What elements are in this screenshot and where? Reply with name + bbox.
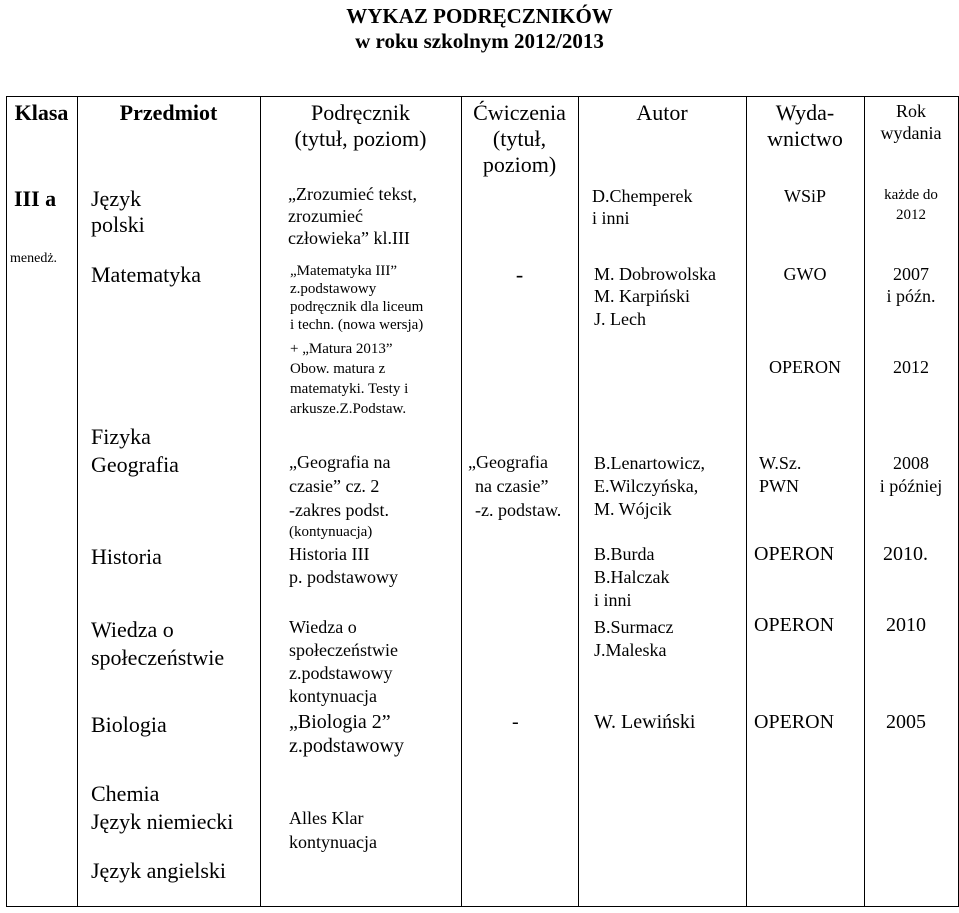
year: każde do [884,187,938,203]
publisher: OPERON [768,357,841,377]
textbook-title: kontynuacja [289,686,377,706]
author: i inni [594,590,632,610]
exercises-title: na czasie” [475,476,549,496]
year: 2007 [893,264,929,284]
subject-name: Matematyka [91,262,201,287]
textbook-title: społeczeństwie [289,640,398,660]
subject-name: społeczeństwie [91,645,225,670]
author: J. Lech [594,309,646,329]
author: B.Lenartowicz, [594,453,705,473]
textbook-title: „Geografia na [289,452,391,472]
class-profile: menedż. [10,251,58,266]
textbook-title: podręcznik dla liceum [290,299,424,315]
header-rok: Rok [895,101,926,121]
subject-name: polski [91,212,145,237]
textbook-title: „Matematyka III” [290,263,398,279]
subject-name: Geografia [91,452,179,477]
year: 2012 [896,207,926,223]
textbook-title: Obow. matura z [290,361,386,377]
exercises-title: „Geografia [468,452,548,472]
year: 2008 [893,453,929,473]
textbook-title: człowieka” kl.III [288,228,410,248]
header-klasa: Klasa [14,100,69,125]
exercises-none: - [515,262,524,287]
textbook-title: z.podstawowy [290,281,377,297]
author: E.Wilczyńska, [594,476,699,496]
exercises-title: -z. podstaw. [475,500,562,520]
subject-name: Język niemiecki [91,809,234,834]
textbook-title: czasie” cz. 2 [289,476,380,496]
year: i późn. [886,286,936,306]
subject-name: Wiedza o [91,617,174,642]
author: B.Burda [594,544,655,564]
header-cwiczenia-sub1: (tytuł, [492,126,547,151]
header-cwiczenia-sub2: poziom) [482,152,557,177]
textbook-title: arkusze.Z.Podstaw. [290,401,407,417]
author: B.Surmacz [594,617,674,637]
header-wydawnictwo: Wyda- [775,100,835,125]
textbook-title: p. podstawowy [289,567,398,587]
author: W. Lewiński [594,711,696,733]
textbook-title: z.podstawowy [289,663,393,683]
subject-name: Język angielski [91,858,227,883]
subject-name: Fizyka [91,424,151,449]
author: B.Halczak [594,567,670,587]
textbook-title: Alles Klar [289,808,364,828]
author: i inni [592,208,630,228]
publisher: PWN [759,476,799,496]
publisher: OPERON [754,614,835,636]
header-podrecznik: Podręcznik [311,100,410,125]
class-name: III a [14,186,57,211]
header-rok-sub: wydania [880,123,942,143]
publisher: GWO [783,264,827,284]
textbook-title: „Biologia 2” [289,711,391,733]
textbook-title: matematyki. Testy i [290,381,409,397]
year: 2010. [883,543,928,565]
subject-name: Biologia [91,712,167,737]
document-title: WYKAZ PODRĘCZNIKÓW [346,4,613,28]
author: D.Chemperek [592,186,693,206]
year: 2010 [886,614,926,636]
header-wydawnictwo-sub: wnictwo [767,126,843,151]
textbook-title: i techn. (nowa wersja) [290,317,424,333]
publisher: W.Sz. [759,453,802,473]
textbook-title: (kontynuacja) [289,524,373,540]
author: M. Dobrowolska [594,264,716,284]
textbook-title: Historia III [289,544,370,564]
exercises-none: - [512,711,519,733]
author: M. Wójcik [594,499,672,519]
textbook-title: zrozumieć [288,206,363,226]
publisher: OPERON [754,543,835,565]
textbook-title: Wiedza o [289,617,357,637]
year: 2012 [893,357,929,377]
year: i później [879,476,943,496]
author: J.Maleska [594,640,667,660]
publisher: WSiP [783,186,826,206]
author: M. Karpiński [594,286,690,306]
header-cwiczenia: Ćwiczenia [473,100,566,125]
textbook-title: z.podstawowy [289,735,404,757]
textbook-title: -zakres podst. [289,500,389,520]
publisher: OPERON [754,711,835,733]
header-podrecznik-sub: (tytuł, poziom) [294,126,427,151]
subject-name: Historia [91,544,162,569]
header-przedmiot: Przedmiot [119,100,218,125]
textbook-title: „Zrozumieć tekst, [288,184,417,204]
subject-name: Język [91,186,142,211]
year: 2005 [886,711,926,733]
document-subtitle: w roku szkolnym 2012/2013 [355,29,604,53]
textbook-title: kontynuacja [289,832,377,852]
subject-name: Chemia [91,781,160,806]
textbook-title: + „Matura 2013” [290,341,393,357]
header-autor: Autor [636,100,688,125]
